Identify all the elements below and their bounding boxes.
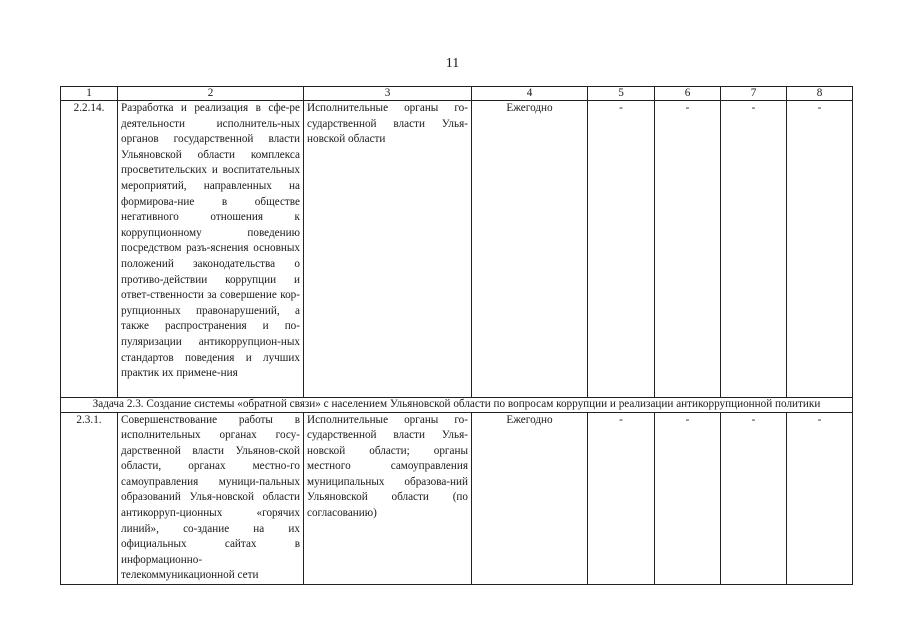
column-header-7: 7 bbox=[721, 87, 787, 101]
plan-table bbox=[60, 86, 853, 585]
table-row bbox=[61, 412, 853, 585]
row-cell-6: - bbox=[655, 412, 721, 585]
page-number: 11 bbox=[445, 56, 460, 71]
row-cell-6: - bbox=[655, 101, 721, 398]
row-description: Совершенствование работы в исполнительных органах госу-дарственной власти Ульянов-ской области, органах местно-го самоуправления муници-пальных образований Улья-новской области антикорруп-ционных «горячих линий», со-здание на их официальных сайтах в информационно-телекоммуникационной сети bbox=[118, 412, 304, 585]
task-heading: Задача 2.3. Создание системы «обратной связи» с населением Ульяновской области по вопросам коррупции и реализации антикоррупционной политики bbox=[61, 398, 853, 413]
row-cell-8: - bbox=[787, 412, 853, 585]
column-header-1: 1 bbox=[61, 87, 118, 101]
column-header-4: 4 bbox=[472, 87, 588, 101]
column-header-6: 6 bbox=[655, 87, 721, 101]
row-executors: Исполнительные органы го-сударственной власти Улья-новской области; органы местного самоуправления муниципальных образова-ний Ульяновской области (по согласованию) bbox=[304, 412, 472, 585]
row-cell-7: - bbox=[721, 101, 787, 398]
column-header-3: 3 bbox=[304, 87, 472, 101]
row-period: Ежегодно bbox=[472, 101, 588, 398]
row-number: 2.3.1. bbox=[61, 412, 118, 585]
column-header-2: 2 bbox=[118, 87, 304, 101]
row-period: Ежегодно bbox=[472, 412, 588, 585]
row-cell-5: - bbox=[588, 101, 655, 398]
column-header-5: 5 bbox=[588, 87, 655, 101]
row-executors: Исполнительные органы го-сударственной власти Улья-новской области bbox=[304, 101, 472, 398]
column-header-8: 8 bbox=[787, 87, 853, 101]
task-row bbox=[61, 398, 853, 413]
row-number: 2.2.14. bbox=[61, 101, 118, 398]
row-cell-8: - bbox=[787, 101, 853, 398]
row-cell-7: - bbox=[721, 412, 787, 585]
row-description: Разработка и реализация в сфе-ре деятельности исполнитель-ных органов государственной власти Ульяновской области комплекса просветительских и воспитательных мероприятий, направленных на формирова-ние в обществе негативного отношения к коррупционному поведению посредством разъ-яснения основных положений законодательства о противо-действии коррупции и ответ-ственности за совершение кор-рупционных правонарушений, а также распространения и по-пуляризации антикоррупцион-ных стандартов поведения и лучших практик их примене-ния bbox=[118, 101, 304, 398]
row-cell-5: - bbox=[588, 412, 655, 585]
table-row bbox=[61, 101, 853, 398]
header-row bbox=[61, 87, 853, 101]
